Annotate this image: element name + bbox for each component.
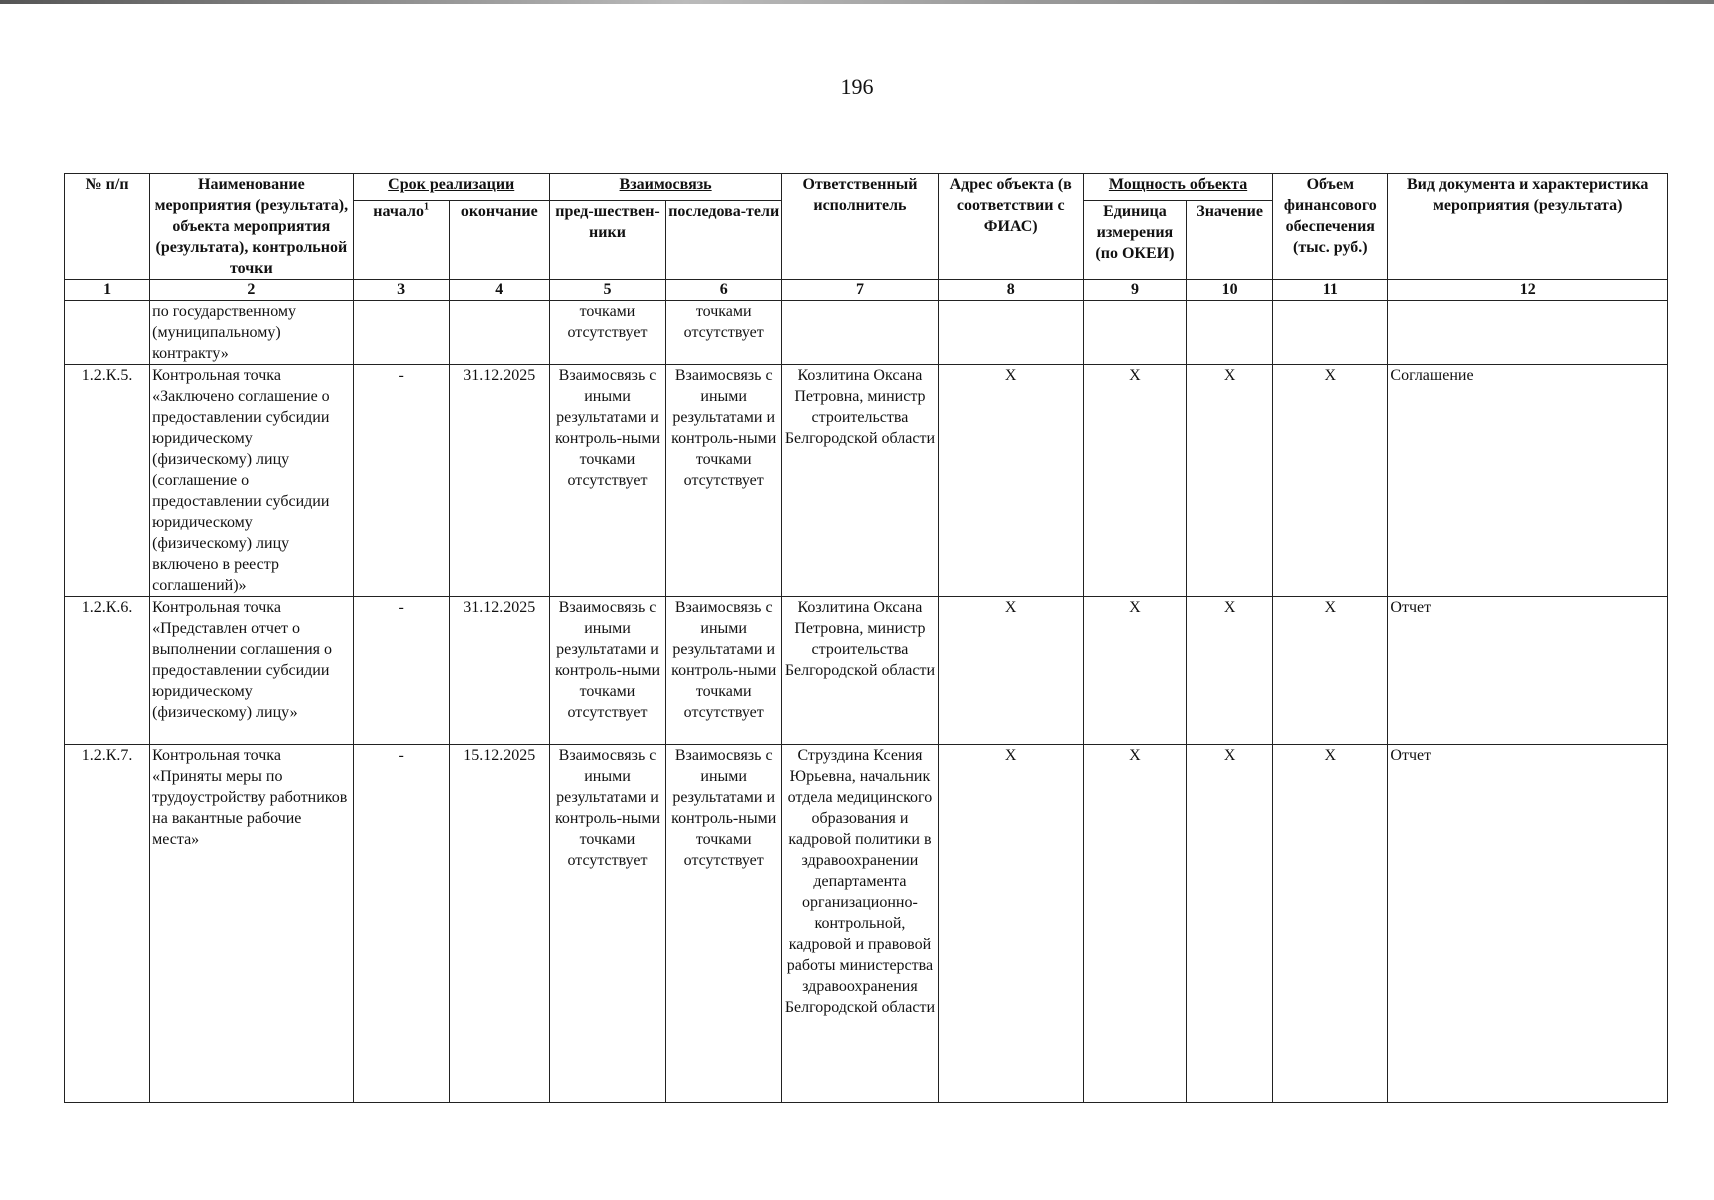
cell-name: Контрольная точка «Приняты меры по трудоустройству работников на вакантные рабочие места» <box>150 745 353 1103</box>
cell-responsible: Струздина Ксения Юрьевна, начальник отдела медицинского образования и кадровой политики в здравоохранении департамента организационно-контрольной, кадровой и правовой работы министерства здравоохранения Белгородской области <box>782 745 938 1103</box>
cell-responsible: Козлитина Оксана Петровна, министр строительства Белгородской области <box>782 365 938 597</box>
cell-address <box>938 301 1083 365</box>
cell-responsible: Козлитина Оксана Петровна, министр строительства Белгородской области <box>782 597 938 745</box>
header-start <box>353 201 449 280</box>
page-number: 196 <box>840 74 874 99</box>
header-power: Мощность объекта <box>1083 174 1272 201</box>
cell-document: Соглашение <box>1388 365 1668 597</box>
cell-unit: X <box>1083 745 1186 1103</box>
cell-unit <box>1083 301 1186 365</box>
header-predecessors: пред-шествен-ники <box>549 201 665 280</box>
table-row <box>65 365 1668 597</box>
footnote-mark: 1 <box>423 201 429 213</box>
cell-finance: X <box>1273 745 1388 1103</box>
cell-finance: X <box>1273 365 1388 597</box>
cell-value <box>1187 301 1273 365</box>
table-row <box>65 301 1668 365</box>
column-number: 2 <box>150 280 353 301</box>
cell-num: 1.2.К.5. <box>65 365 150 597</box>
cell-end: 31.12.2025 <box>449 597 549 745</box>
cell-document: Отчет <box>1388 745 1668 1103</box>
header-name: Наименование мероприятия (результата), объекта мероприятия (результата), контрольной точки <box>150 174 353 280</box>
cell-address: X <box>938 597 1083 745</box>
cell-unit: X <box>1083 365 1186 597</box>
cell-document <box>1388 301 1668 365</box>
column-number: 10 <box>1187 280 1273 301</box>
cell-num: 1.2.К.6. <box>65 597 150 745</box>
cell-end: 31.12.2025 <box>449 365 549 597</box>
cell-predecessors: Взаимосвязь с иными результатами и контроль-ными точками отсутствует <box>549 597 665 745</box>
table-header <box>65 174 1668 301</box>
header-term: Срок реализации <box>353 174 549 201</box>
column-number: 11 <box>1273 280 1388 301</box>
column-number: 4 <box>449 280 549 301</box>
table-row <box>65 597 1668 745</box>
header-value: Значение <box>1187 201 1273 280</box>
header-end: окончание <box>449 201 549 280</box>
cell-finance <box>1273 301 1388 365</box>
cell-unit: X <box>1083 597 1186 745</box>
column-number-row <box>65 280 1668 301</box>
cell-value: X <box>1187 745 1273 1103</box>
cell-end: 15.12.2025 <box>449 745 549 1103</box>
cell-predecessors: точками отсутствует <box>549 301 665 365</box>
cell-num: 1.2.К.7. <box>65 745 150 1103</box>
column-number: 12 <box>1388 280 1668 301</box>
header-start-label: начало <box>373 203 424 221</box>
cell-address: X <box>938 745 1083 1103</box>
cell-start: - <box>353 365 449 597</box>
cell-successors: точками отсутствует <box>666 301 782 365</box>
header-link: Взаимосвязь <box>549 174 781 201</box>
header-unit: Единица измерения (по ОКЕИ) <box>1083 201 1186 280</box>
column-number: 1 <box>65 280 150 301</box>
header-num: № п/п <box>65 174 150 280</box>
cell-responsible <box>782 301 938 365</box>
table-row <box>65 745 1668 1103</box>
cell-name: по государственному (муниципальному) контракту» <box>150 301 353 365</box>
cell-num <box>65 301 150 365</box>
cell-successors: Взаимосвязь с иными результатами и контроль-ными точками отсутствует <box>666 365 782 597</box>
cell-value: X <box>1187 597 1273 745</box>
column-number: 3 <box>353 280 449 301</box>
cell-name: Контрольная точка «Заключено соглашение о предоставлении субсидии юридическому (физическому) лицу (соглашение о предоставлении субсидии юридическому (физическому) лицу включено в реестр соглашений)» <box>150 365 353 597</box>
header-responsible: Ответственный исполнитель <box>782 174 938 280</box>
column-number: 9 <box>1083 280 1186 301</box>
header-successors: последова-тели <box>666 201 782 280</box>
column-number: 6 <box>666 280 782 301</box>
cell-predecessors: Взаимосвязь с иными результатами и контроль-ными точками отсутствует <box>549 365 665 597</box>
cell-predecessors: Взаимосвязь с иными результатами и контроль-ными точками отсутствует <box>549 745 665 1103</box>
header-document: Вид документа и характеристика мероприятия (результата) <box>1388 174 1668 280</box>
scan-edge <box>0 0 1714 4</box>
column-number: 5 <box>549 280 665 301</box>
header-address: Адрес объекта (в соответствии с ФИАС) <box>938 174 1083 280</box>
column-number: 7 <box>782 280 938 301</box>
cell-address: X <box>938 365 1083 597</box>
cell-successors: Взаимосвязь с иными результатами и контроль-ными точками отсутствует <box>666 597 782 745</box>
cell-document: Отчет <box>1388 597 1668 745</box>
cell-finance: X <box>1273 597 1388 745</box>
cell-name: Контрольная точка «Представлен отчет о выполнении соглашения о предоставлении субсидии юридическому (физическому) лицу» <box>150 597 353 745</box>
plan-table <box>64 173 1668 1103</box>
cell-start: - <box>353 597 449 745</box>
column-number: 8 <box>938 280 1083 301</box>
cell-value: X <box>1187 365 1273 597</box>
cell-start <box>353 301 449 365</box>
cell-successors: Взаимосвязь с иными результатами и контроль-ными точками отсутствует <box>666 745 782 1103</box>
cell-start: - <box>353 745 449 1103</box>
header-finance: Объем финансового обеспечения (тыс. руб.) <box>1273 174 1388 280</box>
cell-end <box>449 301 549 365</box>
